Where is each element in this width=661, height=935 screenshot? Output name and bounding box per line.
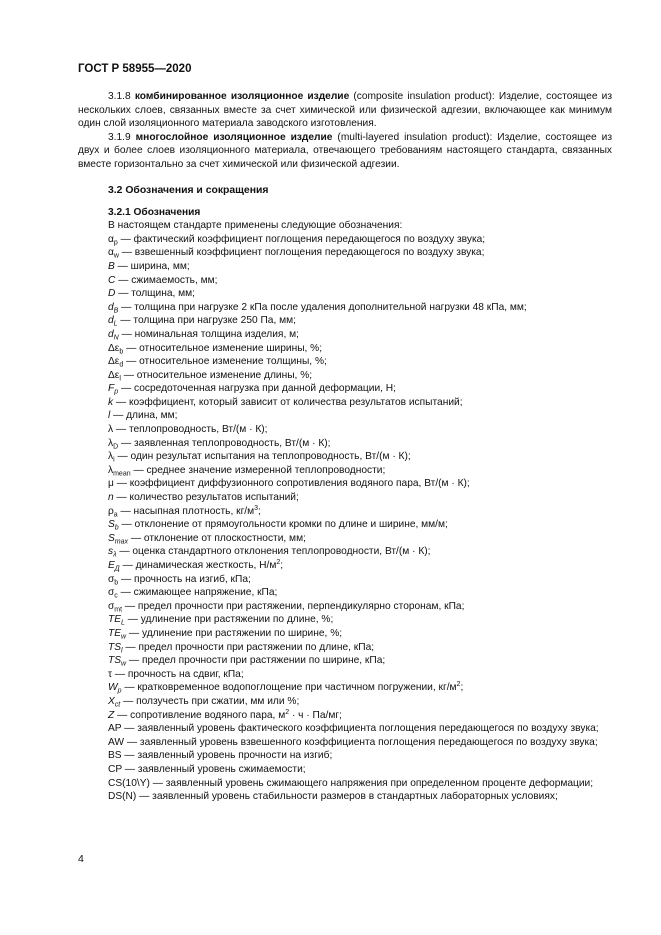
symbol-entry bbox=[78, 627, 612, 641]
symbol bbox=[108, 655, 126, 666]
symbol bbox=[108, 343, 123, 354]
symbol-entry bbox=[78, 328, 612, 342]
symbol-base: τ bbox=[108, 668, 113, 680]
symbol-description: — коэффициент диффузионного сопротивления водяного пара, Вт/(м · К); bbox=[113, 478, 470, 490]
symbol-description: — насыпная плотность, кг/м bbox=[117, 505, 255, 517]
symbol-base: TE bbox=[108, 627, 122, 639]
abbreviation-description: — заявленный уровень сжимаемости; bbox=[121, 763, 306, 775]
symbol-base: Δε bbox=[108, 356, 120, 368]
symbol-subscript: max bbox=[114, 538, 129, 546]
symbol bbox=[108, 329, 119, 340]
symbol bbox=[108, 574, 118, 585]
subsection-title: 3.2.1 Обозначения bbox=[108, 206, 201, 218]
symbol-description: — один результат испытания на теплопроводность, Вт/(м · К); bbox=[114, 451, 411, 463]
symbol-subscript: N bbox=[113, 334, 119, 342]
symbol-entry bbox=[78, 559, 612, 573]
symbol-description: — сопротивление водяного пара, м bbox=[114, 709, 286, 721]
symbol bbox=[108, 642, 123, 653]
symbol-entry bbox=[78, 314, 612, 328]
symbol-base: B bbox=[108, 260, 115, 272]
symbol bbox=[108, 261, 115, 272]
symbol-base: Z bbox=[108, 709, 115, 721]
symbol-description: — заявленная теплопроводность, Вт/(м · К); bbox=[118, 437, 331, 449]
abbreviation-code: DS(N) bbox=[108, 791, 137, 803]
symbol-subscript: c bbox=[114, 592, 118, 600]
symbol-entry bbox=[78, 233, 612, 247]
symbol-description: — среднее значение измеренной теплопроводности; bbox=[130, 464, 386, 476]
symbol-entry bbox=[78, 477, 612, 491]
definition-text: (multi-layered insulation product): Изделие, состоящее из двух и более слоев изоляционного материала, отвечающего требованиям настоящего стандарта, связанных вместе горизонтально за счет химической или физической адгезии. bbox=[78, 131, 612, 170]
symbol-base: X bbox=[108, 695, 115, 707]
symbol-base: σ bbox=[108, 600, 115, 612]
symbol-description: — прочность на изгиб, кПа; bbox=[118, 573, 251, 585]
symbol-subscript: Д bbox=[114, 565, 120, 573]
unit-superscript: 2 bbox=[456, 681, 461, 689]
symbol bbox=[108, 614, 125, 625]
symbol-subscript: D bbox=[113, 443, 119, 451]
symbol-entry bbox=[78, 709, 612, 723]
symbol-description: — сжимающее напряжение, кПа; bbox=[117, 587, 278, 599]
symbol-base: l bbox=[108, 410, 111, 422]
symbol-subscript: w bbox=[121, 633, 127, 641]
symbol-subscript: p bbox=[113, 239, 118, 247]
page-body bbox=[78, 90, 612, 804]
symbol-base: Δε bbox=[108, 342, 120, 354]
unit-superscript: 3 bbox=[254, 504, 259, 512]
symbol-description: — ширина, мм; bbox=[114, 260, 190, 272]
symbol-description: — фактический коэффициент поглощения передающегося по воздуху звука; bbox=[117, 233, 486, 245]
symbol-description: — коэффициент, который зависит от количества результатов испытаний; bbox=[113, 396, 463, 408]
symbol-base: S bbox=[108, 519, 115, 531]
symbol-subscript: B bbox=[113, 307, 119, 315]
symbol-entry bbox=[78, 382, 612, 396]
symbol-entry bbox=[78, 369, 612, 383]
symbol-base: n bbox=[108, 492, 114, 504]
symbol-description: — номинальная толщина изделия, м; bbox=[118, 328, 299, 340]
abbreviation-entry bbox=[78, 790, 612, 804]
abbreviation-code: BS bbox=[108, 750, 122, 762]
symbol-description: — длина, мм; bbox=[110, 410, 178, 422]
page-header: ГОСТ Р 58955—2020 bbox=[78, 63, 192, 75]
symbol-subscript: d bbox=[119, 361, 124, 369]
symbol-entry bbox=[78, 695, 612, 709]
symbol bbox=[108, 682, 122, 693]
abbreviation-entry bbox=[78, 749, 612, 763]
symbol-description: — сжимаемость, мм; bbox=[115, 274, 218, 286]
symbol bbox=[108, 696, 120, 707]
symbol-description: — прочность на сдвиг, кПа; bbox=[112, 668, 244, 680]
symbol-entry bbox=[78, 586, 612, 600]
symbol-entry bbox=[78, 532, 612, 546]
symbol-entry bbox=[78, 423, 612, 437]
symbol-subscript: w bbox=[113, 252, 119, 260]
symbol-description: — толщина при нагрузке 250 Па, мм; bbox=[117, 315, 296, 327]
symbol-entry bbox=[78, 274, 612, 288]
symbol-description: — толщина, мм; bbox=[115, 288, 196, 300]
symbol-subscript: mt bbox=[114, 606, 123, 614]
symbol-description: — отклонение от плоскостности, мм; bbox=[128, 532, 306, 544]
symbol-description-end: ; bbox=[280, 560, 284, 571]
symbol-entry bbox=[78, 491, 612, 505]
symbol-entry bbox=[78, 437, 612, 451]
symbol-entry bbox=[78, 518, 612, 532]
symbol-entry bbox=[78, 464, 612, 478]
symbol bbox=[108, 302, 118, 313]
abbreviation-code: CP bbox=[108, 763, 122, 775]
symbol-description: — динамическая жесткость, Н/м bbox=[119, 560, 277, 571]
definition-text: (composite insulation product): Изделие, состоящее из нескольких слоев, связанных вместе за счет химической или физической адгезии, включающее как минимум один слой изоляционного материала заводского изготовления. bbox=[78, 91, 612, 130]
symbol-entry bbox=[78, 681, 612, 695]
abbreviation-description: — заявленный уровень фактического коэффициента поглощения передающегося по воздуху звука; bbox=[121, 723, 599, 735]
symbol-list bbox=[78, 233, 612, 722]
abbreviation-entry bbox=[78, 736, 612, 750]
symbol-entry bbox=[78, 613, 612, 627]
symbol-subscript: a bbox=[113, 511, 118, 519]
symbol bbox=[108, 438, 118, 449]
abbreviation-description: — заявленный уровень прочности на изгиб; bbox=[121, 750, 333, 762]
symbol-description: — относительное изменение ширины, %; bbox=[123, 342, 323, 354]
symbol-description: — кратковременное водопоглощение при частичном погружении, кг/м bbox=[121, 682, 457, 694]
abbreviation-list bbox=[78, 722, 612, 804]
definition-number: 3.1.8 bbox=[108, 91, 131, 102]
symbol-subscript: w bbox=[121, 660, 127, 668]
symbol-subscript: ct bbox=[114, 701, 121, 709]
symbol-subscript: i bbox=[113, 456, 115, 464]
symbol bbox=[108, 315, 118, 326]
symbol-description-end: · ч · Па/мг; bbox=[289, 709, 342, 721]
symbol-subscript: l bbox=[119, 375, 121, 383]
symbol-base: F bbox=[108, 383, 115, 395]
symbol bbox=[108, 519, 119, 530]
symbol-entry bbox=[78, 409, 612, 423]
symbol-base: α bbox=[108, 233, 114, 245]
symbol-entry bbox=[78, 668, 612, 682]
symbol-subscript: b bbox=[119, 348, 124, 355]
symbol-base: D bbox=[108, 288, 116, 300]
symbol-description: — предел прочности при растяжении, перпендикулярно сторонам, кПа; bbox=[122, 600, 465, 612]
definition-term: комбинированное изоляционное изделие bbox=[134, 91, 350, 102]
unit-superscript: 2 bbox=[276, 559, 281, 566]
abbreviation-entry bbox=[78, 763, 612, 777]
symbol-description: — толщина при нагрузке 2 кПа после удаления дополнительной нагрузки 48 кПа, мм; bbox=[118, 301, 527, 313]
symbol-base: ρ bbox=[108, 505, 114, 517]
symbol-description-end: ; bbox=[258, 505, 261, 517]
symbol-base: λ bbox=[108, 451, 114, 463]
symbol-entry bbox=[78, 573, 612, 587]
symbol bbox=[108, 546, 117, 557]
symbol-entry bbox=[78, 246, 612, 260]
symbol-description: — ползучесть при сжатии, мм или %; bbox=[120, 695, 300, 707]
symbol bbox=[108, 628, 126, 639]
symbol-base: λ bbox=[108, 424, 114, 436]
symbol bbox=[108, 533, 128, 544]
symbol-entry bbox=[78, 342, 612, 356]
definition-number: 3.1.9 bbox=[108, 131, 131, 143]
symbol-subscript: p bbox=[114, 388, 119, 396]
symbol-description: — относительное изменение длины, %; bbox=[120, 369, 313, 381]
abbreviation-entry bbox=[78, 777, 612, 791]
symbol-description-end: ; bbox=[460, 682, 464, 694]
symbol-description: — удлинение при растяжении по длине, %; bbox=[124, 614, 334, 626]
definition-3-1-9 bbox=[78, 131, 612, 172]
abbreviation-description: — заявленный уровень взвешенного коэффициента поглощения передающегося по воздуху звука; bbox=[124, 736, 598, 748]
symbol bbox=[108, 383, 118, 394]
symbol-base: μ bbox=[108, 478, 114, 490]
symbol-base: σ bbox=[108, 573, 115, 585]
symbol-entry bbox=[78, 287, 612, 301]
symbol bbox=[108, 234, 118, 245]
definition-3-1-8 bbox=[78, 90, 612, 131]
symbol-base: α bbox=[108, 247, 114, 259]
symbol-description: — удлинение при растяжении по ширине, %; bbox=[126, 627, 343, 639]
symbol-base: S bbox=[108, 532, 115, 544]
symbol-base: λ bbox=[108, 464, 114, 476]
abbreviation-entry bbox=[78, 722, 612, 736]
symbol-base: W bbox=[108, 682, 118, 694]
abbreviation-code: AW bbox=[108, 736, 125, 748]
symbol-entry bbox=[78, 654, 612, 668]
symbol-subscript: mean bbox=[113, 470, 131, 478]
symbol-base: λ bbox=[108, 437, 114, 449]
symbol-base: σ bbox=[108, 587, 115, 599]
symbol bbox=[108, 560, 120, 571]
symbol bbox=[108, 587, 118, 598]
abbreviation-description: — заявленный уровень стабильности размеров в стандартных лабораторных условиях; bbox=[136, 791, 558, 803]
symbol-description: — теплопроводность, Вт/(м · К); bbox=[113, 424, 268, 436]
symbol-entry bbox=[78, 301, 612, 315]
symbol bbox=[108, 506, 118, 517]
symbol-base: TE bbox=[108, 614, 122, 626]
symbol-base: TS bbox=[108, 655, 122, 667]
symbol-description: — отклонение от прямоугольности кромки по длине и ширине, мм/м; bbox=[118, 519, 448, 531]
symbol-description: — предел прочности при растяжении по ширине, кПа; bbox=[126, 655, 386, 667]
symbol-base: E bbox=[108, 560, 115, 571]
symbol-base: s bbox=[108, 546, 114, 558]
symbol-base: C bbox=[108, 274, 116, 286]
symbol bbox=[108, 451, 115, 462]
symbol-description: — относительное изменение толщины, %; bbox=[123, 356, 327, 368]
symbol-subscript: b bbox=[114, 579, 119, 587]
symbol-entry bbox=[78, 545, 612, 559]
symbol-base: Δε bbox=[108, 369, 120, 381]
symbol-entry bbox=[78, 260, 612, 274]
symbol-base: d bbox=[108, 301, 114, 313]
symbol-description: — оценка стандартного отклонения теплопроводности, Вт/(м · К); bbox=[116, 546, 431, 558]
symbol-base: k bbox=[108, 396, 114, 408]
symbol-description: — взвешенный коэффициент поглощения передающегося по воздуху звука; bbox=[118, 247, 485, 259]
symbol bbox=[108, 356, 123, 367]
symbol bbox=[108, 601, 122, 612]
abbreviation-code: AP bbox=[108, 723, 122, 735]
symbol bbox=[108, 370, 121, 381]
symbol bbox=[108, 247, 119, 258]
symbols-intro: В настоящем стандарте применены следующие обозначения: bbox=[108, 220, 403, 232]
unit-superscript: 2 bbox=[285, 708, 290, 716]
page-number: 4 bbox=[78, 853, 84, 865]
abbreviation-code: CS(10\Y) bbox=[108, 777, 150, 789]
symbol bbox=[108, 465, 131, 476]
symbol-description: — сосредоточенная нагрузка при данной деформации, Н; bbox=[118, 383, 396, 395]
symbol-subscript: b bbox=[114, 524, 119, 532]
symbol-subscript: L bbox=[121, 619, 125, 627]
definition-term: многослойное изоляционное изделие bbox=[135, 131, 333, 143]
symbol-base: TS bbox=[108, 641, 122, 653]
symbol-entry bbox=[78, 450, 612, 464]
symbol-subscript: p bbox=[117, 687, 122, 695]
symbol-entry bbox=[78, 355, 612, 369]
symbol-subscript: L bbox=[113, 320, 118, 328]
section-title: 3.2 Обозначения и сокращения bbox=[108, 184, 269, 196]
symbol-entry bbox=[78, 641, 612, 655]
symbol-subscript: l bbox=[121, 647, 123, 655]
symbol-description: — количество результатов испытаний; bbox=[113, 492, 299, 504]
symbol-entry bbox=[78, 600, 612, 614]
symbol-description: — предел прочности при растяжении по длине, кПа; bbox=[122, 641, 375, 653]
symbol-base: d bbox=[108, 315, 114, 327]
symbol-entry bbox=[78, 505, 612, 519]
abbreviation-description: — заявленный уровень сжимающего напряжения при определенном проценте деформации; bbox=[149, 777, 594, 789]
symbol-subscript: λ bbox=[113, 551, 117, 559]
symbol-base: d bbox=[108, 328, 114, 340]
symbol-entry bbox=[78, 396, 612, 410]
